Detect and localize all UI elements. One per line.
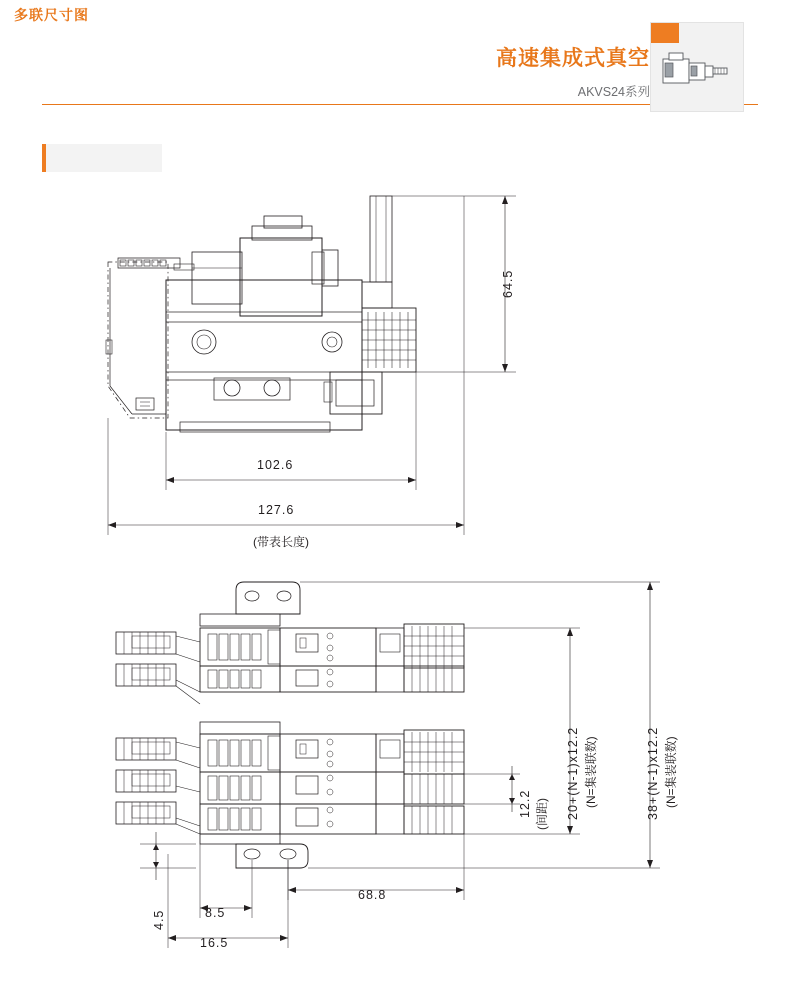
thumbnail-accent-tab <box>651 23 679 43</box>
dim-body-length: 102.6 <box>257 458 294 472</box>
dim-height: 64.5 <box>501 269 515 298</box>
page-header <box>0 0 800 110</box>
page-title: 高速集成式真空 <box>496 47 650 70</box>
section-title: 多联尺寸图 <box>14 7 89 23</box>
dim-stack-outer: 38+(N-1)x12.2 <box>646 726 660 820</box>
dim-stack-outer-note: (N=集装联数) <box>664 736 678 808</box>
page-subtitle: AKVS24系列 <box>577 85 650 99</box>
side-elevation-view <box>0 190 800 590</box>
dim-pitch-note: (间距) <box>535 798 549 830</box>
dim-overall-length-note: (带表长度) <box>253 535 309 549</box>
product-thumbnail <box>650 22 744 112</box>
section-title-box <box>42 144 162 172</box>
dim-stack-inner-note: (N=集装联数) <box>584 736 598 808</box>
thumbnail-product-icon <box>659 47 735 95</box>
dim-mount-offset: 8.5 <box>205 906 226 920</box>
dimension-drawings <box>0 190 800 990</box>
dim-mount-offset-2: 16.5 <box>200 936 229 950</box>
dim-overall-length: 127.6 <box>258 503 295 517</box>
dim-bracket-thickness: 4.5 <box>152 909 166 930</box>
dim-mount-width: 68.8 <box>358 888 387 902</box>
dim-stack-inner: 20+(N-1)x12.2 <box>566 726 580 820</box>
manifold-plan-view <box>0 570 800 990</box>
dim-pitch: 12.2 <box>518 789 532 818</box>
